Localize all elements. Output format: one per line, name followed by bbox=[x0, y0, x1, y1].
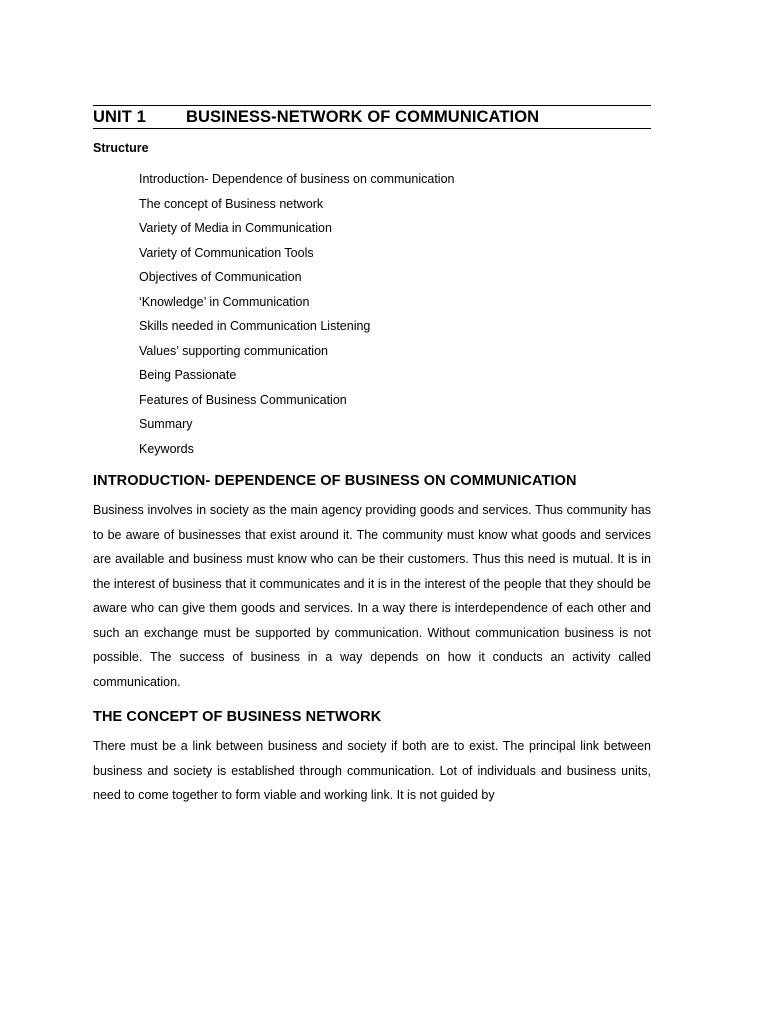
unit-number: UNIT 1 bbox=[93, 108, 146, 126]
structure-item: Variety of Media in Communication bbox=[139, 221, 332, 235]
structure-item: The concept of Business network bbox=[139, 196, 324, 211]
structure-item: Values’ supporting communication bbox=[139, 343, 328, 358]
section-paragraph-introduction: Business involves in society as the main agency providing goods and services. Thus community has to be aware of businesses that exist around it. The community must know what goods and services are available and business must know who can be their customers. Thus this need is mutual. It is in the interest of business that it communicates and it is in the interest of the people that they should be aware who can give them goods and services. In a way there is interdependence of each other and such an exchange must be supported by communication. Without communication business is not possible. The success of business in a way depends on how it conducts an activity called communication. bbox=[93, 503, 651, 689]
structure-item: Summary bbox=[139, 417, 193, 431]
structure-label: Structure bbox=[93, 141, 149, 155]
section-heading-business-network: THE CONCEPT OF BUSINESS NETWORK bbox=[93, 709, 382, 725]
section-paragraph-business-network: There must be a link between business and society if both are to exist. The principal link between business and society is established through communication. Lot of individuals and business units, need to come together to form viable and working link. It is not guided by bbox=[93, 739, 651, 802]
structure-item: Being Passionate bbox=[139, 368, 237, 382]
section-heading-introduction: INTRODUCTION- DEPENDENCE OF BUSINESS ON COMMUNICATION bbox=[93, 473, 577, 489]
structure-item: Features of Business Communication bbox=[139, 392, 347, 407]
structure-list bbox=[139, 170, 454, 464]
unit-header bbox=[93, 105, 651, 129]
structure-item: ‘Knowledge’ in Communication bbox=[139, 294, 310, 309]
structure-item: Variety of Communication Tools bbox=[139, 245, 314, 260]
unit-title: BUSINESS-NETWORK OF COMMUNICATION bbox=[186, 108, 540, 126]
structure-item: Objectives of Communication bbox=[139, 270, 302, 284]
structure-item: Skills needed in Communication Listening bbox=[139, 319, 371, 333]
structure-item: Introduction- Dependence of business on communication bbox=[139, 172, 455, 186]
structure-item: Keywords bbox=[139, 441, 194, 456]
